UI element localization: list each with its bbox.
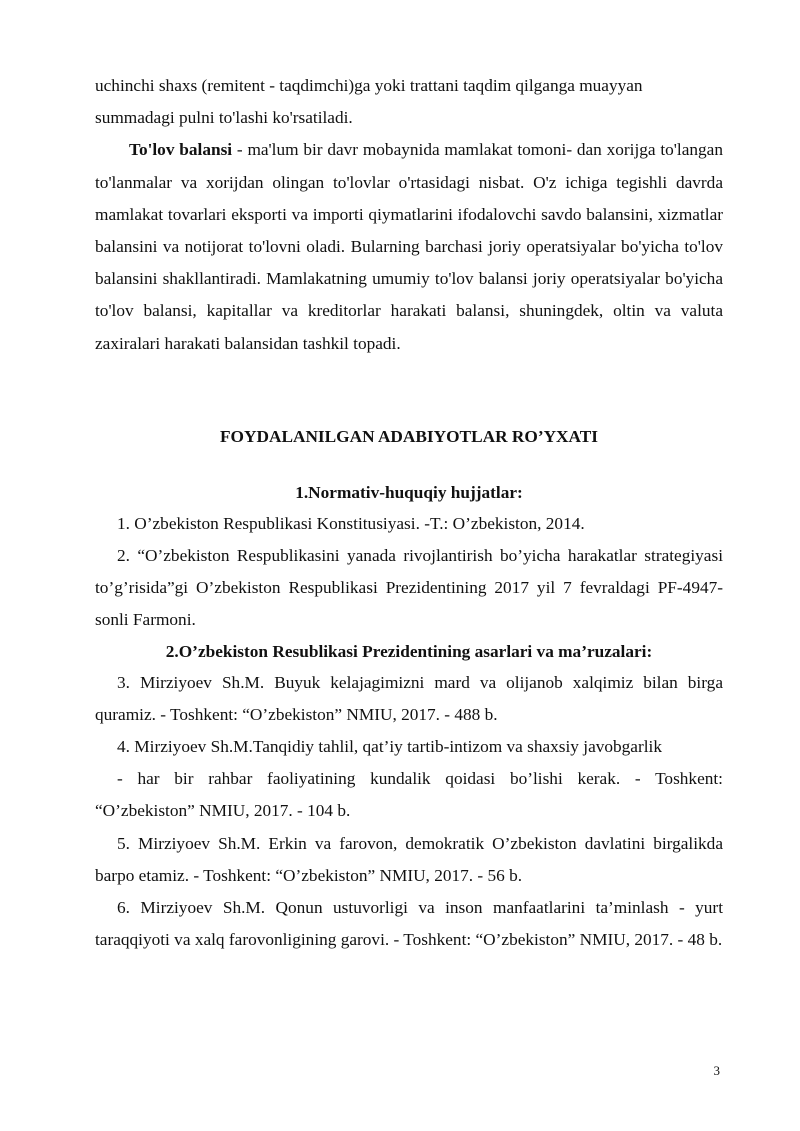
continuation-paragraph: uchinchi shaxs (remitent - taqdimchi)ga yoki trattani taqdim qilganga muayyan summadagi pulni to'lashi ko'rsatiladi. <box>95 76 643 128</box>
payment-balance-paragraph <box>95 134 723 359</box>
section1-heading: 1.Normativ-huquqiy hujjatlar: <box>295 482 523 502</box>
reference-item: 6. Mirziyoev Sh.M. Qonun ustuvorligi va inson manfaatlarini ta’minlash - yurt taraqqiyoti va xalq farovonligining garovi. - Toshkent: “O’zbekiston” NMIU, 2017. - 48 b. <box>95 898 723 950</box>
payment-balance-definition: - ma'lum bir davr mobaynida mamlakat tomoni- dan xorijga to'langan to'lanmalar va xorijdan olingan to'lovlar o'rtasidagi nisbat. O'z ichiga tegishli davrda mamlakat tovarlari eksporti va importi qiymatlarini ifodalovchi savdo balansini, xizmatlar balansini va notijorat to'lovni oladi. Bularning barchasi joriy operatsiyalar bo'yicha to'lov balansini shakllantiradi. Mamlakatning umumiy to'lov balansi joriy operatsiyalar bo'yicha to'lov balansi, kapitallar va kreditorlar harakati balansi, shuningdek, oltin va valuta zaxiralari harakati balansidan tashkil topadi. <box>95 140 723 353</box>
reference-item: 5. Mirziyoev Sh.M. Erkin va farovon, demokratik O’zbekiston davlatini birgalikda barpo etamiz. - Toshkent: “O’zbekiston” NMIU, 2017. - 56 b. <box>95 833 723 885</box>
reference-item: 2. “O’zbekiston Respublikasini yanada rivojlantirish bo’yicha harakatlar strategiyasi to’g’risida”gi O’zbekiston Respublikasi Prezidentining 2017 yil 7 fevraldagi PF-4947-sonli Farmoni. <box>95 546 723 630</box>
section2-heading: 2.O’zbekiston Resublikasi Prezidentining asarlari va ma’ruzalari: <box>165 641 653 661</box>
payment-balance-term: To'lov balansi <box>129 140 233 160</box>
document-page <box>95 70 723 956</box>
references-title: FOYDALANILGAN ADABIYOTLAR RO’YXATI <box>220 426 598 446</box>
reference-item: - har bir rahbar faoliyatining kundalik qoidasi bo’lishi kerak. - Toshkent: “O’zbekiston” NMIU, 2017. - 104 b. <box>95 769 723 821</box>
reference-item: 4. Mirziyoev Sh.M.Tanqidiy tahlil, qat’iy tartib-intizom va shaxsiy javobgarlik <box>117 737 662 757</box>
page-number: 3 <box>713 1063 720 1078</box>
reference-item: 1. O’zbekiston Respublikasi Konstitusiyasi. -T.: O’zbekiston, 2014. <box>117 513 585 533</box>
reference-item: 3. Mirziyoev Sh.M. Buyuk kelajagimizni mard va olijanob xalqimiz bilan birga quramiz. - Toshkent: “O’zbekiston” NMIU, 2017. - 488 b. <box>95 672 723 724</box>
